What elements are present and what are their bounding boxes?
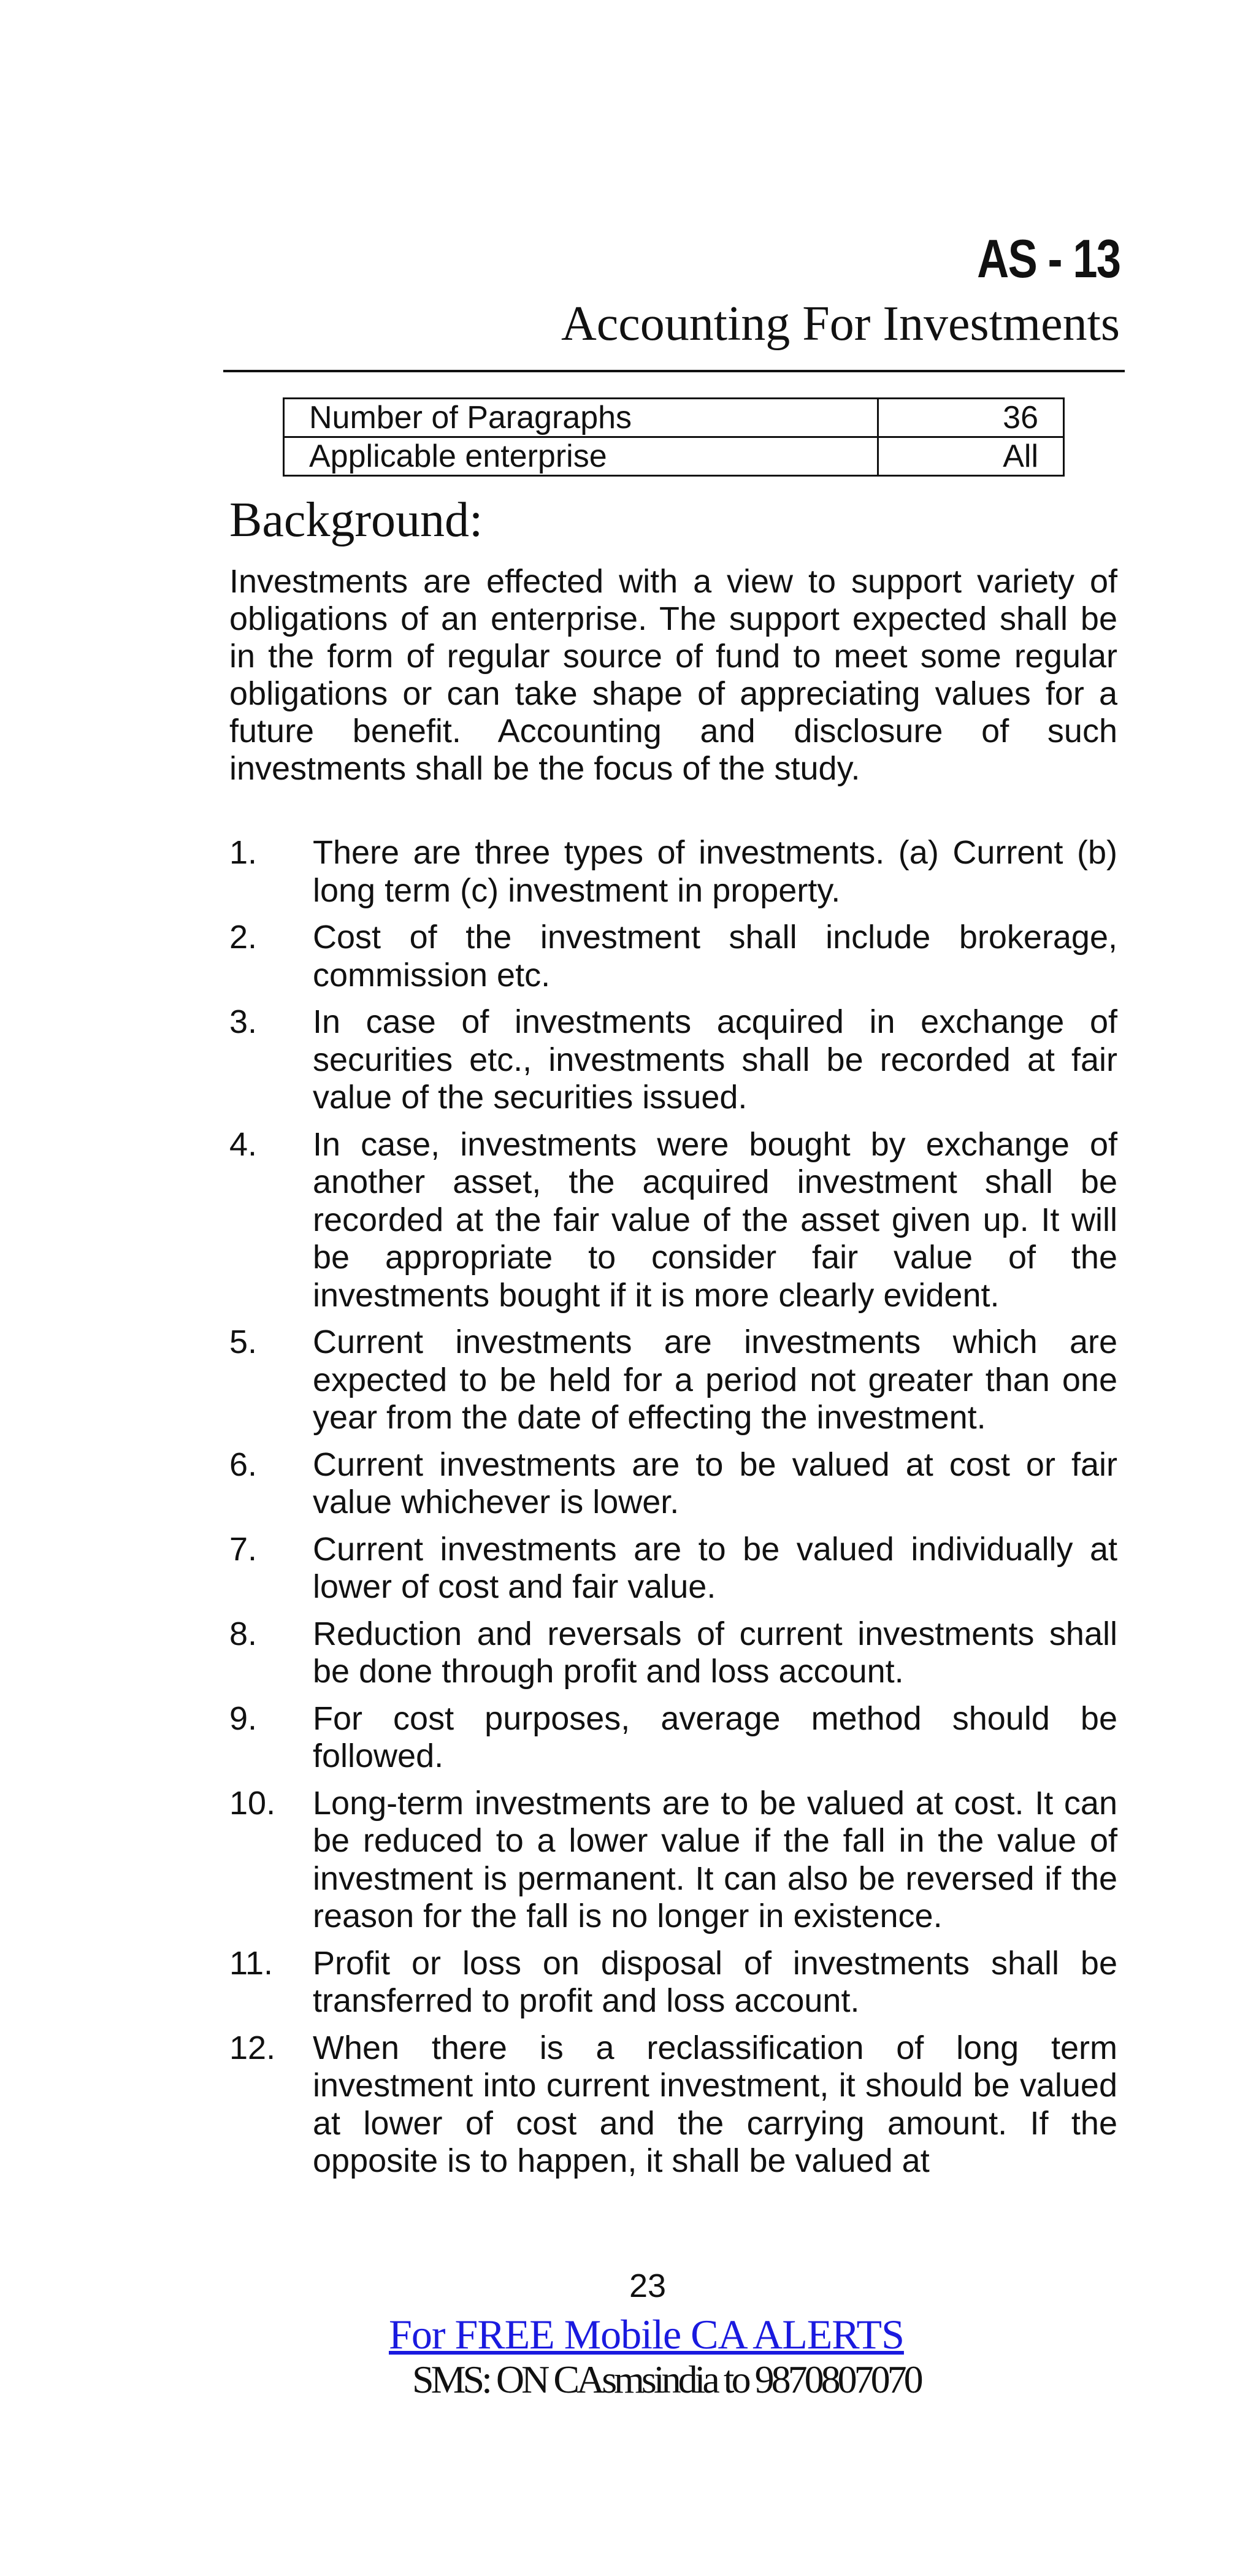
list-item (229, 919, 1117, 994)
item-number: 6. (229, 1446, 258, 1483)
item-number: 1. (229, 834, 258, 871)
list-item (229, 1531, 1117, 1606)
list-item (229, 1126, 1117, 1315)
item-text: Current investments are to be valued individually at lower of cost and fair value. (313, 1530, 1117, 1605)
item-number: 11. (229, 1944, 274, 1982)
item-number: 4. (229, 1125, 258, 1163)
list-item (229, 1324, 1117, 1437)
table-row (284, 437, 1064, 476)
item-number: 10. (229, 1784, 276, 1822)
item-text: For cost purposes, average method should be followed. (313, 1700, 1117, 1774)
item-number: 2. (229, 919, 258, 956)
points-list (229, 834, 1117, 2190)
item-number: 8. (229, 1615, 258, 1652)
item-text: Current investments are investments which are expected to be held for a period not greater than one year from the date of effecting the investment. (313, 1324, 1117, 1436)
paragraph-count-label: Number of Paragraphs (284, 399, 878, 437)
item-number: 5. (229, 1324, 258, 1360)
header-divider (223, 370, 1125, 372)
item-text: Profit or loss on disposal of investments shall be transferred to profit and loss account. (313, 1944, 1117, 2019)
page-number: 23 (629, 2267, 667, 2304)
sms-instruction: SMS: ON CAsmsindia to 9870807070 (412, 2358, 921, 2401)
applicable-enterprise-value: All (878, 437, 1064, 476)
item-text: Reduction and reversals of current investments shall be done through profit and loss account. (313, 1615, 1117, 1690)
item-text: When there is a reclassification of long term investment into current investment, it should be valued at lower of cost and the carrying amount. If the opposite is to happen, it shall be valued at (313, 2029, 1117, 2179)
item-text: There are three types of investments. (a) Current (b) long term (c) investment in property. (313, 834, 1117, 909)
promo-link[interactable]: For FREE Mobile CA ALERTS (389, 2311, 904, 2358)
list-item (229, 1616, 1117, 1691)
item-text: In case, investments were bought by exchange of another asset, the acquired investment shall be recorded at the fair value of the asset given up. It will be appropriate to consider fair value of the investments bought if it is more clearly evident. (313, 1125, 1117, 1314)
item-text: Long-term investments are to be valued at cost. It can be reduced to a lower value if the fall in the value of investment is permanent. It can also be reversed if the reason for the fall is no longer in existence. (313, 1784, 1117, 1934)
page-title: Accounting For Investments (561, 297, 1120, 351)
list-item (229, 1003, 1117, 1117)
background-heading: Background: (229, 493, 483, 547)
item-text: Cost of the investment shall include brokerage, commission etc. (313, 919, 1117, 994)
item-number: 9. (229, 1700, 258, 1737)
item-number: 12. (229, 2029, 276, 2066)
standard-code: AS - 13 (976, 228, 1120, 289)
item-number: 3. (229, 1003, 258, 1040)
applicable-enterprise-label: Applicable enterprise (284, 437, 878, 476)
list-item (229, 1945, 1117, 2020)
item-text: Current investments are to be valued at cost or fair value whichever is lower. (313, 1446, 1117, 1520)
table-row (284, 399, 1064, 437)
item-number: 7. (229, 1530, 258, 1568)
list-item (229, 1785, 1117, 1936)
background-paragraph: Investments are effected with a view to support variety of obligations of an enterprise. The support expected shall be in the form of regular source of fund to meet some regular obligations or can take shape of appreciating values for a future benefit. Accounting and disclosure of such investments shall be the focus of the study. (229, 563, 1117, 787)
list-item (229, 834, 1117, 910)
item-text: In case of investments acquired in exchange of securities etc., investments shall be recorded at fair value of the securities issued. (313, 1003, 1117, 1116)
list-item (229, 2030, 1117, 2180)
summary-table (283, 397, 1065, 477)
list-item (229, 1446, 1117, 1522)
list-item (229, 1700, 1117, 1776)
paragraph-count-value: 36 (878, 399, 1064, 437)
